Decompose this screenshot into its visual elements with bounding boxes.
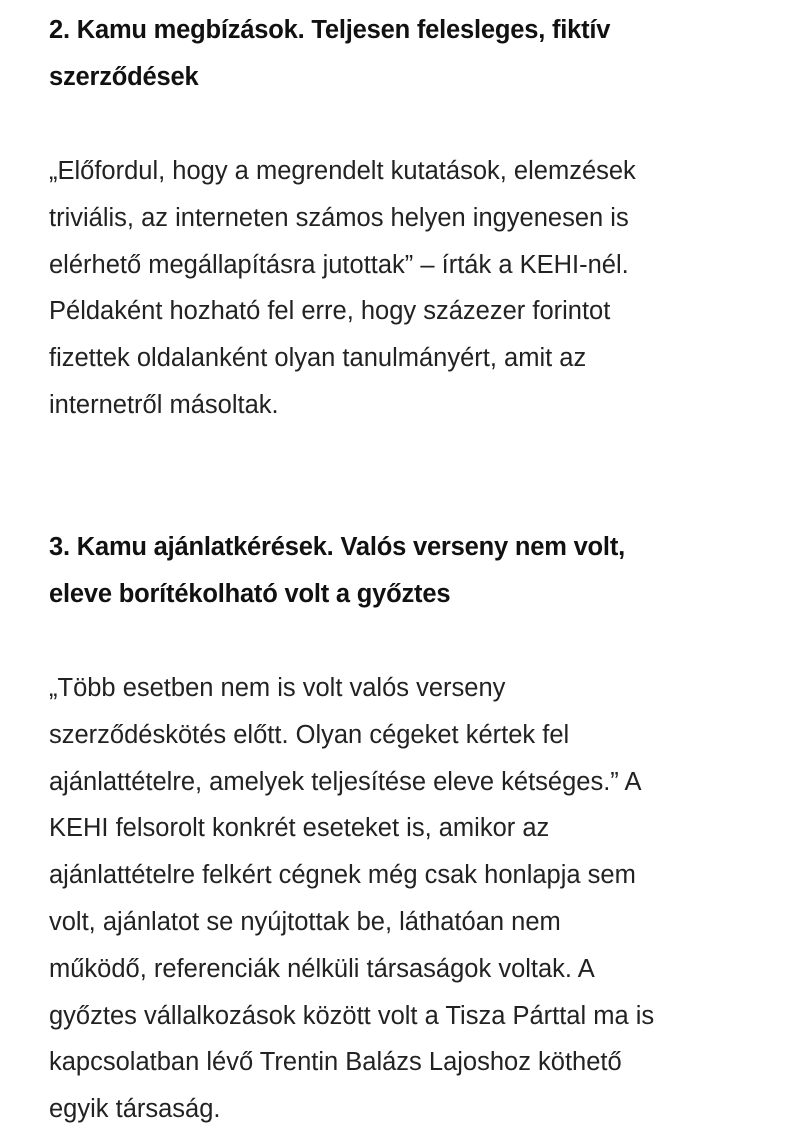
paragraph-line: internetről másoltak. xyxy=(49,390,279,419)
paragraph-line: fizettek oldalanként olyan tanulmányért, amit az xyxy=(49,344,587,373)
heading-line: 3. Kamu ajánlatkérések. Valós verseny nem volt, xyxy=(49,533,625,561)
paragraph-line: elérhető megállapításra jutottak” – írták a KEHI-nél. xyxy=(49,250,629,279)
heading-line: szerződések xyxy=(49,62,199,91)
paragraph-line: működő, referenciák nélküli társaságok voltak. A xyxy=(49,954,595,983)
paragraph-line: győztes vállalkozások között volt a Tisza Párttal ma is xyxy=(49,1001,655,1030)
paragraph-line: ajánlattételre, amelyek teljesítése eleve kétséges.” A xyxy=(49,767,642,796)
section-paragraph-2 xyxy=(49,148,749,429)
section-heading-2 xyxy=(49,7,749,100)
paragraph-line: kapcsolatban lévő Trentin Balázs Lajoshoz köthető xyxy=(49,1048,622,1077)
heading-line: eleve borítékolható volt a győztes xyxy=(49,579,451,608)
heading-line: 2. Kamu megbízások. Teljesen felesleges, fiktív xyxy=(49,16,611,44)
section-paragraph-3 xyxy=(49,665,749,1133)
paragraph-line: „Több esetben nem is volt valós verseny xyxy=(49,674,506,702)
paragraph-line: ajánlattételre felkért cégnek még csak honlapja sem xyxy=(49,861,636,890)
paragraph-line: Példaként hozható fel erre, hogy százezer forintot xyxy=(49,297,611,326)
section-heading-3 xyxy=(49,524,749,617)
paragraph-line: volt, ajánlatot se nyújtottak be, láthatóan nem xyxy=(49,907,561,936)
paragraph-line: egyik társaság. xyxy=(49,1095,221,1124)
paragraph-line: triviális, az interneten számos helyen ingyenesen is xyxy=(49,203,629,232)
paragraph-line: szerződéskötés előtt. Olyan cégeket kértek fel xyxy=(49,720,570,749)
paragraph-line: „Előfordul, hogy a megrendelt kutatások, elemzések xyxy=(49,157,636,185)
paragraph-line: KEHI felsorolt konkrét eseteket is, amikor az xyxy=(49,814,550,843)
